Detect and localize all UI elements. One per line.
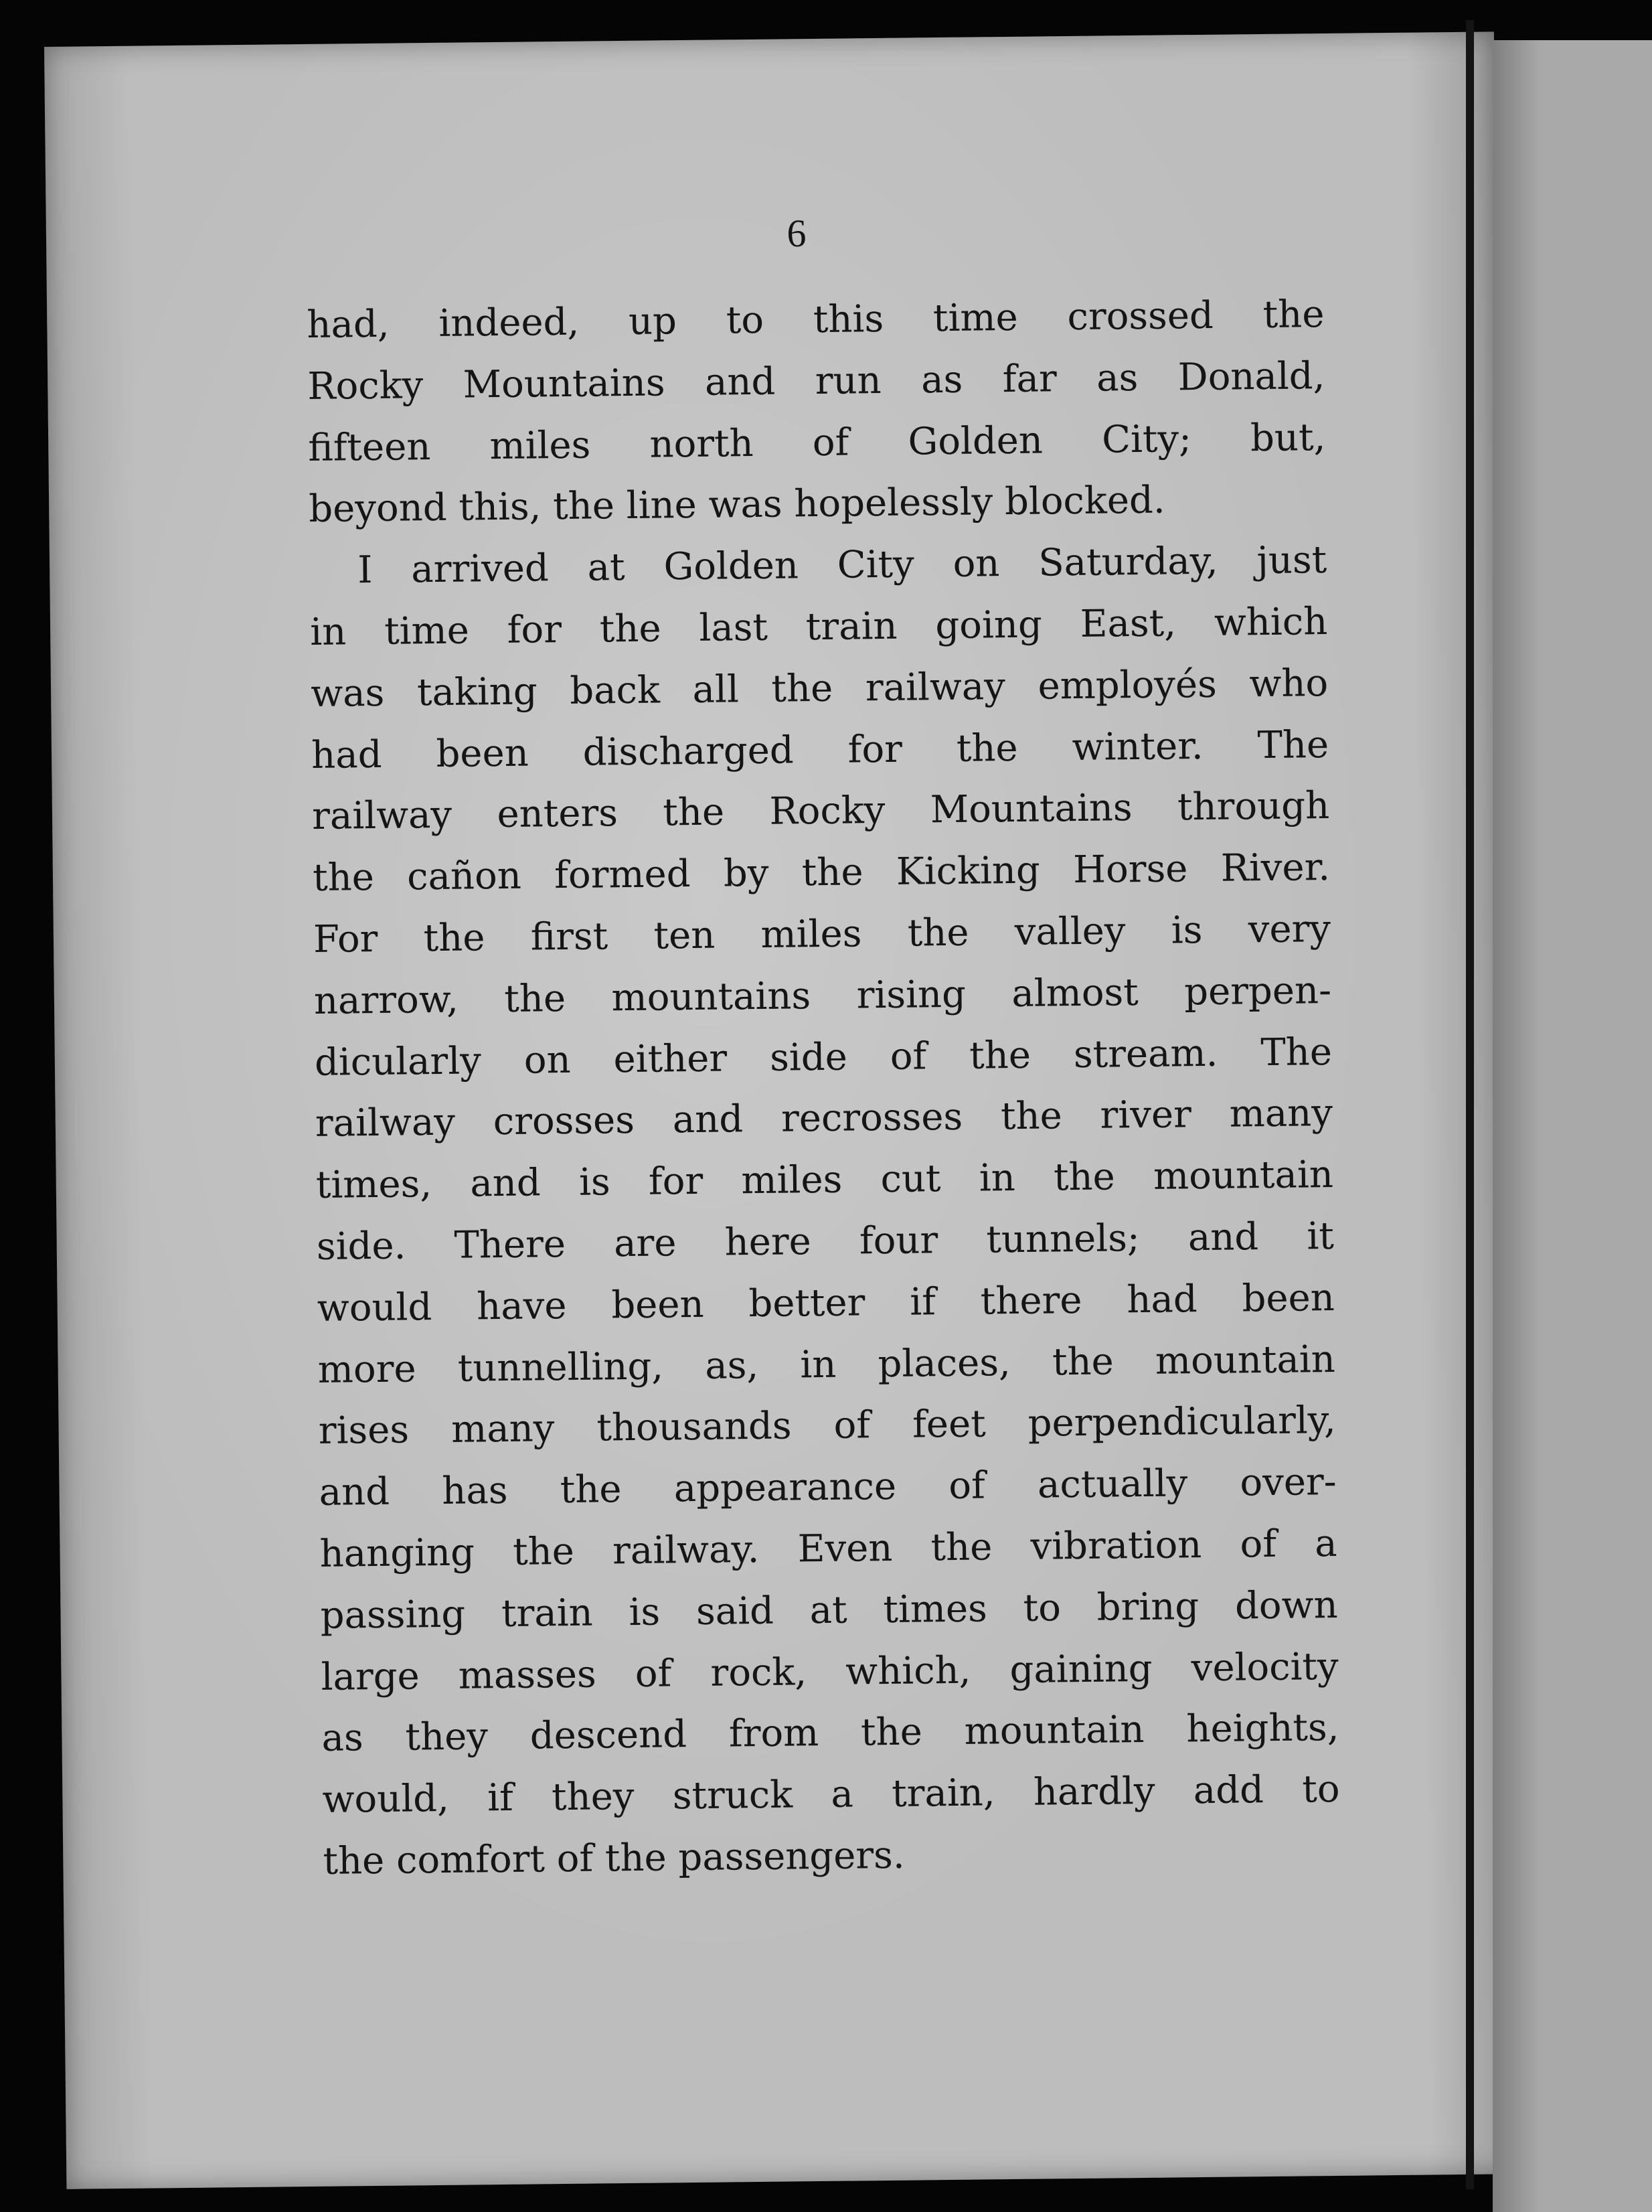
text-line: dicularly on either side of the stream. The <box>314 1030 1333 1085</box>
text-line: the comfort of the passengers. <box>323 1833 905 1883</box>
text-line: as they descend from the mountain heights, <box>321 1706 1339 1761</box>
text-line: times, and is for miles cut in the mountain <box>315 1153 1334 1208</box>
text-line: beyond this, the line was hopelessly blocked. <box>309 478 1165 532</box>
text-line: railway crosses and recrosses the river many <box>315 1091 1333 1146</box>
text-line: in time for the last train going East, which <box>309 600 1328 654</box>
text-line: had been discharged for the winter. The <box>311 722 1329 777</box>
text-line: would, if they struck a train, hardly add to <box>322 1767 1340 1822</box>
text-line: narrow, the mountains rising almost perpen- <box>313 968 1332 1023</box>
text-line: Rocky Mountains and run as far as Donald, <box>307 353 1325 408</box>
text-line: hanging the railway. Even the vibration of a <box>319 1521 1337 1576</box>
text-line: large masses of rock, which, gaining velocity <box>321 1644 1339 1699</box>
page-gutter-edge <box>1466 20 1474 2189</box>
text-line: the cañon formed by the Kicking Horse River. <box>312 846 1331 900</box>
text-line: For the first ten miles the valley is very <box>313 907 1331 961</box>
text-line: more tunnelling, as, in places, the mountain <box>317 1337 1336 1392</box>
body-text <box>307 284 1341 1893</box>
text-line: side. There are here four tunnels; and it <box>316 1214 1335 1269</box>
text-line: I arrived at Golden City on Saturday, just <box>357 538 1327 592</box>
page-number: 6 <box>787 212 807 255</box>
text-line: and has the appearance of actually over- <box>319 1460 1337 1515</box>
text-line: fifteen miles north of Golden City; but, <box>308 415 1326 470</box>
adjacent-page-edge <box>1493 40 1652 2212</box>
text-line: was taking back all the railway employés who <box>310 661 1329 716</box>
text-line: rises many thousands of feet perpendicularly, <box>318 1399 1337 1453</box>
text-line: would have been better if there had been <box>317 1275 1335 1330</box>
text-line: had, indeed, up to this time crossed the <box>307 293 1325 347</box>
text-line: railway enters the Rocky Mountains through <box>311 784 1330 839</box>
text-line: passing train is said at times to bring down <box>320 1583 1338 1638</box>
